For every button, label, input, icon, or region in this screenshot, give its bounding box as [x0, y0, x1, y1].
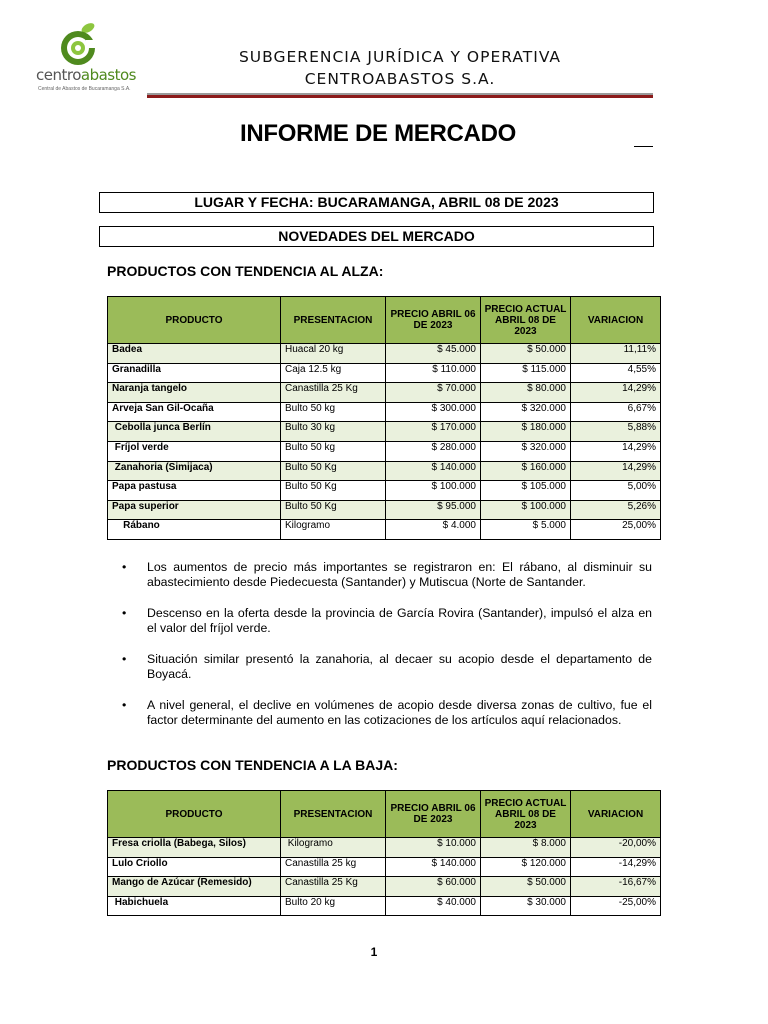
cell-variation: 25,00%: [571, 520, 661, 540]
cell-product: Fríjol verde: [108, 441, 281, 461]
cell-product: Naranja tangelo: [108, 383, 281, 403]
col-header-product: PRODUCTO: [108, 791, 281, 838]
company-logo: [26, 20, 134, 102]
table-row: [108, 857, 661, 877]
cell-product: Badea: [108, 344, 281, 364]
rising-prices-table: [107, 296, 661, 540]
note-item: • Descenso en la oferta desde la provincia de García Rovira (Santander), impulsó el alza en el valor del fríjol verde.: [122, 606, 652, 635]
cell-price-prev: $ 170.000: [386, 422, 481, 442]
falling-prices-table: [107, 790, 661, 916]
organization-heading: [150, 46, 650, 90]
cell-price-curr: $ 320.000: [481, 441, 571, 461]
cell-price-prev: $ 95.000: [386, 500, 481, 520]
cell-presentation: Bulto 50 Kg: [281, 461, 386, 481]
cell-presentation: Bulto 50 kg: [281, 402, 386, 422]
table-row: [108, 838, 661, 858]
col-header-price-prev: PRECIO ABRIL 06 DE 2023: [386, 297, 481, 344]
cell-price-prev: $ 110.000: [386, 363, 481, 383]
cell-price-curr: $ 115.000: [481, 363, 571, 383]
cell-variation: -25,00%: [571, 896, 661, 916]
cell-product: Granadilla: [108, 363, 281, 383]
cell-price-prev: $ 40.000: [386, 896, 481, 916]
logo-wordmark: centroabastos: [36, 66, 136, 84]
cell-presentation: Kilogramo: [281, 838, 386, 858]
col-header-variation: VARIACION: [571, 297, 661, 344]
cell-product: Papa pastusa: [108, 481, 281, 501]
org-line-1: SUBGERENCIA JURÍDICA Y OPERATIVA: [238, 48, 562, 66]
cell-price-prev: $ 10.000: [386, 838, 481, 858]
cell-price-curr: $ 105.000: [481, 481, 571, 501]
cell-price-prev: $ 45.000: [386, 344, 481, 364]
cell-price-curr: $ 160.000: [481, 461, 571, 481]
report-title: INFORME DE MERCADO: [240, 120, 516, 147]
cell-presentation: Huacal 20 kg: [281, 344, 386, 364]
cell-price-prev: $ 100.000: [386, 481, 481, 501]
cell-variation: 14,29%: [571, 383, 661, 403]
table-row: [108, 383, 661, 403]
cell-variation: -16,67%: [571, 877, 661, 897]
cell-product: Rábano: [108, 520, 281, 540]
table-row: [108, 422, 661, 442]
section-falling-heading: PRODUCTOS CON TENDENCIA A LA BAJA:: [107, 757, 398, 773]
cell-product: Zanahoria (Simijaca): [108, 461, 281, 481]
cell-presentation: Canastilla 25 Kg: [281, 877, 386, 897]
cell-variation: 5,88%: [571, 422, 661, 442]
cell-variation: -14,29%: [571, 857, 661, 877]
cell-price-prev: $ 70.000: [386, 383, 481, 403]
cell-variation: 5,00%: [571, 481, 661, 501]
cell-presentation: Bulto 30 kg: [281, 422, 386, 442]
bullet-icon: •: [122, 606, 127, 620]
cell-price-curr: $ 50.000: [481, 877, 571, 897]
cell-price-curr: $ 320.000: [481, 402, 571, 422]
cell-presentation: Canastilla 25 kg: [281, 857, 386, 877]
table-row: [108, 520, 661, 540]
cell-presentation: Bulto 50 Kg: [281, 500, 386, 520]
org-line-2: CENTROABASTOS S.A.: [304, 70, 496, 88]
cell-price-prev: $ 300.000: [386, 402, 481, 422]
header-rule-red: [147, 95, 653, 98]
cell-price-curr: $ 80.000: [481, 383, 571, 403]
col-header-price-prev: PRECIO ABRIL 06 DE 2023: [386, 791, 481, 838]
cell-variation: -20,00%: [571, 838, 661, 858]
leaf-spiral-logo-icon: [58, 20, 102, 68]
cell-variation: 4,55%: [571, 363, 661, 383]
cell-price-prev: $ 140.000: [386, 461, 481, 481]
table-row: [108, 896, 661, 916]
cell-price-prev: $ 4.000: [386, 520, 481, 540]
news-heading-box: NOVEDADES DEL MERCADO: [99, 226, 654, 247]
cell-presentation: Bulto 50 Kg: [281, 481, 386, 501]
cell-product: Habichuela: [108, 896, 281, 916]
col-header-presentation: PRESENTACION: [281, 297, 386, 344]
cell-product: Lulo Criollo: [108, 857, 281, 877]
table-row: [108, 441, 661, 461]
cell-variation: 14,29%: [571, 441, 661, 461]
cell-presentation: Canastilla 25 Kg: [281, 383, 386, 403]
cell-variation: 5,26%: [571, 500, 661, 520]
cell-price-curr: $ 50.000: [481, 344, 571, 364]
table-row: [108, 500, 661, 520]
table-row: [108, 363, 661, 383]
table-row: [108, 461, 661, 481]
section-rising-heading: PRODUCTOS CON TENDENCIA AL ALZA:: [107, 263, 384, 279]
cell-product: Fresa criolla (Babega, Silos): [108, 838, 281, 858]
cell-product: Arveja San Gil-Ocaña: [108, 402, 281, 422]
cell-price-curr: $ 120.000: [481, 857, 571, 877]
cell-price-curr: $ 5.000: [481, 520, 571, 540]
note-item: • A nivel general, el declive en volúmenes de acopio desde diversa zonas de cultivo, fue el factor determinante del aumento en las cotizaciones de los artículos aquí relacionados.: [122, 698, 652, 727]
col-header-price-curr: PRECIO ACTUAL ABRIL 08 DE 2023: [481, 297, 571, 344]
cell-price-prev: $ 140.000: [386, 857, 481, 877]
table-row: [108, 481, 661, 501]
logo-tagline: Central de Abastos de Bucaramanga S.A.: [38, 86, 131, 92]
cell-presentation: Kilogramo: [281, 520, 386, 540]
bullet-icon: •: [122, 560, 127, 574]
cell-price-curr: $ 30.000: [481, 896, 571, 916]
cell-presentation: Caja 12.5 kg: [281, 363, 386, 383]
cell-variation: 6,67%: [571, 402, 661, 422]
col-header-product: PRODUCTO: [108, 297, 281, 344]
cell-variation: 14,29%: [571, 461, 661, 481]
note-item: • Los aumentos de precio más importantes se registraron en: El rábano, al disminuir su abastecimiento desde Piedecuesta (Santander) y Mutiscua (Norte de Santander.: [122, 560, 652, 589]
bullet-icon: •: [122, 652, 127, 666]
table-row: [108, 344, 661, 364]
note-item: • Situación similar presentó la zanahoria, al decaer su acopio desde el departamento de Boyacá.: [122, 652, 652, 681]
market-notes-list: [122, 560, 652, 744]
col-header-presentation: PRESENTACION: [281, 791, 386, 838]
page-number: 1: [370, 945, 378, 959]
cell-product: Mango de Azúcar (Remesido): [108, 877, 281, 897]
cell-price-prev: $ 60.000: [386, 877, 481, 897]
col-header-variation: VARIACION: [571, 791, 661, 838]
cell-presentation: Bulto 50 kg: [281, 441, 386, 461]
cell-variation: 11,11%: [571, 344, 661, 364]
table-row: [108, 877, 661, 897]
cell-price-curr: $ 100.000: [481, 500, 571, 520]
cell-price-curr: $ 8.000: [481, 838, 571, 858]
cell-price-curr: $ 180.000: [481, 422, 571, 442]
place-date-box: LUGAR Y FECHA: BUCARAMANGA, ABRIL 08 DE 2023: [99, 192, 654, 213]
title-dash: [634, 146, 653, 147]
cell-presentation: Bulto 20 kg: [281, 896, 386, 916]
cell-price-prev: $ 280.000: [386, 441, 481, 461]
cell-product: Papa superior: [108, 500, 281, 520]
cell-product: Cebolla junca Berlín: [108, 422, 281, 442]
bullet-icon: •: [122, 698, 127, 712]
table-header-row: [108, 297, 661, 344]
table-row: [108, 402, 661, 422]
col-header-price-curr: PRECIO ACTUAL ABRIL 08 DE 2023: [481, 791, 571, 838]
table-header-row: [108, 791, 661, 838]
